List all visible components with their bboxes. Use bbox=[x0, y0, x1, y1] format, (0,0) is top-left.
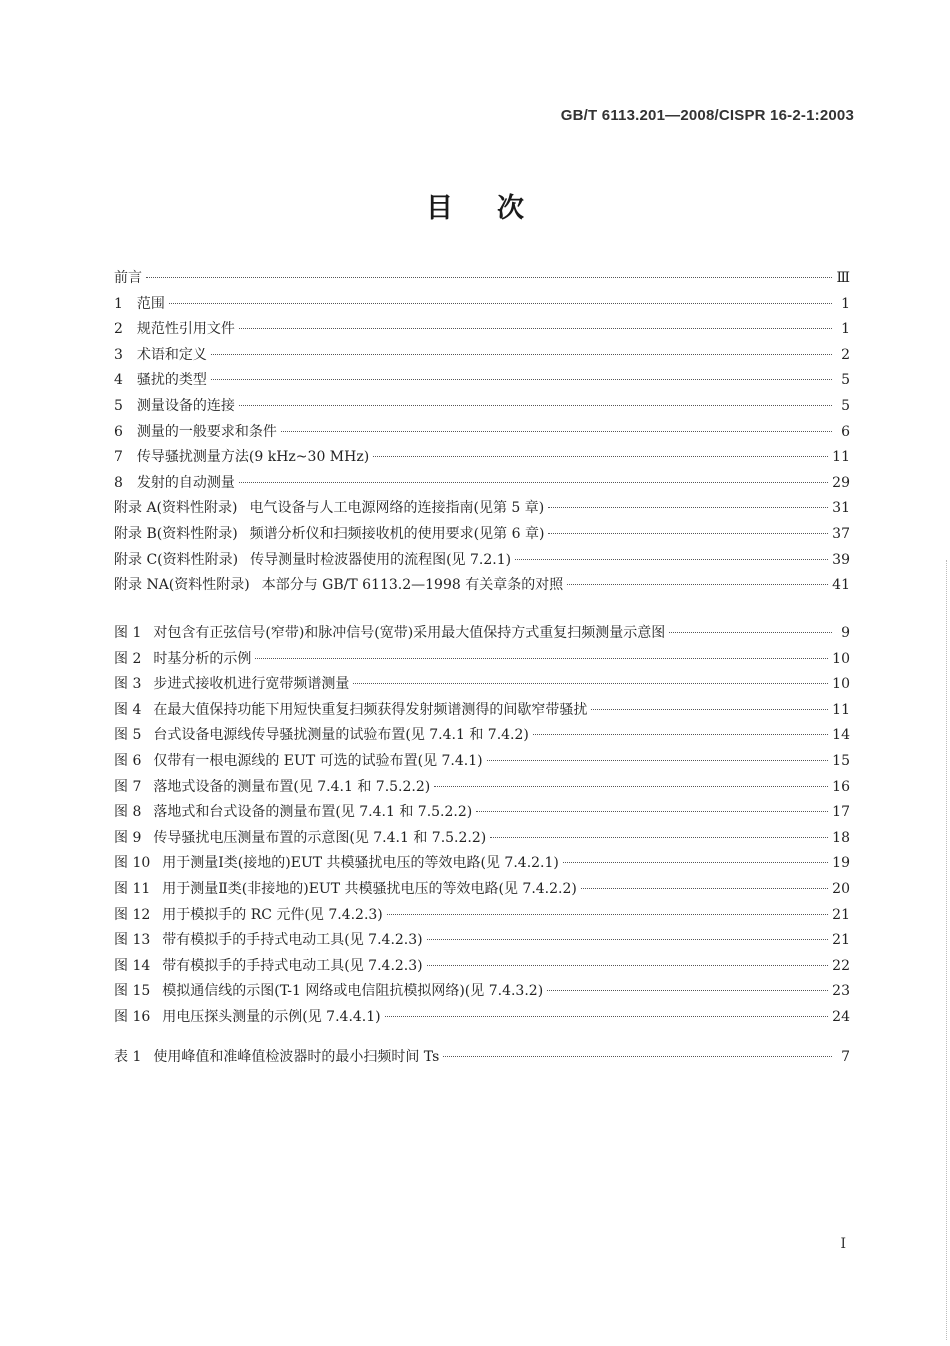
toc-figures bbox=[114, 621, 850, 1031]
toc-entry-page: 9 bbox=[841, 625, 850, 641]
dot-leader bbox=[239, 482, 828, 483]
toc-entry-number: 图 13 bbox=[114, 932, 151, 949]
toc-entry-page: 7 bbox=[841, 1049, 850, 1065]
toc-entry-label bbox=[114, 1005, 381, 1031]
toc-entry-title: 用于模拟手的 RC 元件(见 7.4.2.3) bbox=[162, 906, 383, 923]
toc-entry[interactable] bbox=[114, 647, 850, 673]
toc-entry-label bbox=[114, 1045, 439, 1071]
toc-entry-number: 表 1 bbox=[114, 1049, 142, 1065]
toc-entry[interactable] bbox=[114, 672, 850, 698]
toc-entry-page: 31 bbox=[832, 500, 850, 517]
page-number: I bbox=[840, 1236, 846, 1252]
toc-entry-label bbox=[114, 979, 543, 1005]
toc-entry-label bbox=[114, 698, 587, 724]
toc-entry-number: 2 bbox=[114, 321, 123, 338]
dot-leader bbox=[373, 456, 828, 457]
toc-entry-label bbox=[114, 368, 207, 394]
toc-entry-label bbox=[114, 471, 235, 497]
toc-entry-title: 规范性引用文件 bbox=[136, 321, 235, 338]
toc-entry-title: 带有模拟手的手持式电动工具(见 7.4.2.3) bbox=[162, 932, 423, 949]
toc-entry[interactable] bbox=[114, 928, 850, 954]
toc-entry-number: 图 8 bbox=[114, 804, 142, 821]
toc-entry[interactable] bbox=[114, 1005, 850, 1031]
dot-leader bbox=[427, 965, 829, 966]
toc-entry-title: 前言 bbox=[114, 270, 142, 286]
dot-leader bbox=[281, 431, 832, 432]
dot-leader bbox=[239, 405, 832, 406]
toc-entry[interactable] bbox=[114, 471, 850, 497]
toc-entry-title: 时基分析的示例 bbox=[153, 650, 252, 667]
toc-entry-title: 用于测量Ⅱ类(非接地的)EUT 共模骚扰电压的等效电路(见 7.4.2.2) bbox=[162, 880, 577, 897]
toc-entry-page: 19 bbox=[832, 855, 850, 872]
toc-entry[interactable] bbox=[114, 749, 850, 775]
toc-entry[interactable] bbox=[114, 954, 850, 980]
toc-entry-number: 6 bbox=[114, 423, 123, 440]
toc-entry[interactable] bbox=[114, 979, 850, 1005]
toc-entry-title: 频谱分析仪和扫频接收机的使用要求(见第 6 章) bbox=[249, 525, 545, 542]
toc-entry-label bbox=[114, 317, 235, 343]
toc-entry-page: 11 bbox=[832, 701, 850, 718]
toc-entry-label bbox=[114, 723, 529, 749]
toc-entry-title: 传导骚扰电压测量布置的示意图(见 7.4.1 和 7.5.2.2) bbox=[153, 829, 487, 846]
toc-entry-number: 图 4 bbox=[114, 701, 142, 718]
dot-leader bbox=[211, 379, 832, 380]
dot-leader bbox=[490, 837, 828, 838]
toc-entry[interactable] bbox=[114, 522, 850, 548]
toc-entry-page: 15 bbox=[832, 752, 850, 769]
toc-entry-page: 21 bbox=[832, 906, 850, 923]
toc-entry-title: 使用峰值和准峰值检波器时的最小扫频时间 Ts bbox=[153, 1049, 440, 1065]
toc-entry[interactable] bbox=[114, 903, 850, 929]
dot-leader bbox=[385, 1016, 829, 1017]
dot-leader bbox=[548, 533, 828, 534]
toc-sections bbox=[114, 266, 850, 599]
toc-entry[interactable] bbox=[114, 368, 850, 394]
toc-entry-label bbox=[114, 775, 430, 801]
toc-entry-number: 图 5 bbox=[114, 727, 142, 744]
toc-entry-label bbox=[114, 522, 544, 548]
toc-entry-page: 6 bbox=[841, 423, 850, 440]
toc-entry-title: 落地式和台式设备的测量布置(见 7.4.1 和 7.5.2.2) bbox=[153, 804, 473, 821]
toc-entry-page: 5 bbox=[841, 372, 850, 389]
dot-leader bbox=[169, 303, 832, 304]
toc-entry-number: 3 bbox=[114, 346, 123, 363]
toc-entry[interactable] bbox=[114, 548, 850, 574]
toc-entry-label bbox=[114, 749, 483, 775]
toc-entry-title: 步进式接收机进行宽带频谱测量 bbox=[153, 676, 350, 693]
toc-entry[interactable] bbox=[114, 826, 850, 852]
toc-entry-label bbox=[114, 826, 486, 852]
dot-leader bbox=[548, 507, 828, 508]
toc-entry[interactable] bbox=[114, 698, 850, 724]
toc-entry-label bbox=[114, 266, 142, 292]
toc-entry-label bbox=[114, 647, 251, 673]
toc-entry-label bbox=[114, 420, 277, 446]
toc-entry-number: 图 7 bbox=[114, 778, 142, 795]
toc-entry-page: 1 bbox=[841, 295, 850, 312]
toc-entry[interactable] bbox=[114, 266, 850, 292]
toc-entry-page: 22 bbox=[832, 957, 850, 974]
toc-entry-page: 10 bbox=[832, 676, 850, 693]
toc-entry-number: 图 16 bbox=[114, 1008, 151, 1025]
toc-entry-page: 21 bbox=[832, 932, 850, 949]
toc-entry-page: 1 bbox=[841, 321, 850, 338]
toc-entry-title: 范围 bbox=[136, 295, 165, 312]
dot-leader bbox=[387, 914, 828, 915]
toc-entry[interactable] bbox=[114, 420, 850, 446]
toc-entry-page: 14 bbox=[832, 727, 850, 744]
toc-entry-page: Ⅲ bbox=[836, 270, 850, 286]
toc-entry-title: 术语和定义 bbox=[136, 346, 207, 363]
scan-edge-mark bbox=[944, 560, 947, 1340]
toc-entry-label bbox=[114, 445, 369, 471]
toc-entry-page: 17 bbox=[832, 804, 850, 821]
dot-leader bbox=[211, 354, 832, 355]
toc-entry-page: 37 bbox=[832, 525, 850, 542]
toc-entry-label bbox=[114, 954, 423, 980]
dot-leader bbox=[487, 760, 829, 761]
toc-entry-title: 用电压探头测量的示例(见 7.4.4.1) bbox=[162, 1008, 381, 1025]
toc-entry-page: 5 bbox=[841, 397, 850, 414]
toc-entry-label bbox=[114, 851, 559, 877]
toc-entry-title: 落地式设备的测量布置(见 7.4.1 和 7.5.2.2) bbox=[153, 778, 431, 795]
toc-entry[interactable] bbox=[114, 851, 850, 877]
toc-entry-number: 5 bbox=[114, 397, 123, 414]
toc-entry-number: 附录 A(资料性附录) bbox=[114, 500, 238, 517]
toc-entry-page: 23 bbox=[832, 983, 850, 1000]
dot-leader bbox=[547, 990, 828, 991]
toc-entry[interactable] bbox=[114, 292, 850, 318]
toc-entry-title: 对包含有正弦信号(窄带)和脉冲信号(宽带)采用最大值保持方式重复扫频测量示意图 bbox=[153, 625, 666, 641]
toc-entry[interactable] bbox=[114, 877, 850, 903]
toc-entry-number: 图 3 bbox=[114, 676, 142, 693]
dot-leader bbox=[515, 559, 828, 560]
dot-leader bbox=[591, 709, 828, 710]
toc-entry[interactable] bbox=[114, 800, 850, 826]
toc-entry-label bbox=[114, 394, 235, 420]
toc-entry-page: 2 bbox=[841, 346, 850, 363]
toc-entry-number: 7 bbox=[114, 449, 123, 466]
toc-tables bbox=[114, 1045, 850, 1071]
toc-entry-title: 在最大值保持功能下用短快重复扫频获得发射频谱测得的间歇窄带骚扰 bbox=[153, 701, 588, 718]
toc-entry-label bbox=[114, 621, 665, 647]
dot-leader bbox=[581, 888, 828, 889]
dot-leader bbox=[567, 584, 828, 585]
toc-entry-title: 台式设备电源线传导骚扰测量的试验布置(见 7.4.1 和 7.4.2) bbox=[153, 727, 529, 744]
toc-entry[interactable] bbox=[114, 445, 850, 471]
toc-entry-number: 附录 C(资料性附录) bbox=[114, 551, 239, 568]
toc-entry-number: 附录 NA(资料性附录) bbox=[114, 577, 250, 594]
toc-entry-number: 图 11 bbox=[114, 880, 151, 897]
toc-entry-label bbox=[114, 928, 423, 954]
toc-entry[interactable] bbox=[114, 621, 850, 647]
toc-entry-label bbox=[114, 343, 207, 369]
dot-leader bbox=[533, 734, 828, 735]
toc-entry[interactable] bbox=[114, 723, 850, 749]
toc-entry-title: 带有模拟手的手持式电动工具(见 7.4.2.3) bbox=[162, 957, 423, 974]
toc-entry-label bbox=[114, 573, 563, 599]
dot-leader bbox=[239, 328, 832, 329]
toc-entry-title: 发射的自动测量 bbox=[136, 474, 235, 491]
toc-entry-number: 图 10 bbox=[114, 855, 151, 872]
toc-entry-title: 本部分与 GB/T 6113.2—1998 有关章条的对照 bbox=[261, 577, 564, 594]
toc-entry-page: 24 bbox=[832, 1008, 850, 1025]
toc-entry-page: 16 bbox=[832, 778, 850, 795]
toc-entry-page: 10 bbox=[832, 650, 850, 667]
dot-leader bbox=[353, 683, 828, 684]
toc-entry-page: 11 bbox=[832, 449, 850, 466]
toc-entry-page: 41 bbox=[832, 577, 850, 594]
toc-entry-number: 附录 B(资料性附录) bbox=[114, 525, 238, 542]
toc-entry-number: 4 bbox=[114, 372, 123, 389]
toc-entry-number: 图 14 bbox=[114, 957, 151, 974]
toc-entry-title: 用于测量Ⅰ类(接地的)EUT 共模骚扰电压的等效电路(见 7.4.2.1) bbox=[162, 855, 559, 872]
toc-entry-label bbox=[114, 292, 165, 318]
toc-entry-number: 图 2 bbox=[114, 650, 142, 667]
toc-entry-label bbox=[114, 496, 544, 522]
dot-leader bbox=[255, 658, 828, 659]
toc-entry-title: 电气设备与人工电源网络的连接指南(见第 5 章) bbox=[249, 500, 545, 517]
toc-entry-number: 8 bbox=[114, 474, 123, 491]
toc-entry[interactable] bbox=[114, 394, 850, 420]
toc-entry-label bbox=[114, 903, 383, 929]
dot-leader bbox=[146, 277, 832, 278]
toc-entry-title: 仅带有一根电源线的 EUT 可选的试验布置(见 7.4.1) bbox=[153, 752, 483, 769]
toc-entry[interactable] bbox=[114, 496, 850, 522]
dot-leader bbox=[669, 632, 832, 633]
toc-entry-number: 图 1 bbox=[114, 625, 142, 641]
toc-entry-label bbox=[114, 877, 577, 903]
toc-entry-title: 传导测量时检波器使用的流程图(见 7.2.1) bbox=[250, 551, 512, 568]
toc-entry-label bbox=[114, 548, 511, 574]
toc-entry-title: 模拟通信线的示图(T-1 网络或电信阻抗模拟网络)(见 7.4.3.2) bbox=[162, 983, 544, 1000]
toc-entry-page: 29 bbox=[832, 474, 850, 491]
toc-entry-page: 20 bbox=[832, 880, 850, 897]
toc-entry-number: 图 12 bbox=[114, 906, 151, 923]
toc-entry-number: 图 6 bbox=[114, 752, 142, 769]
toc-entry-title: 测量设备的连接 bbox=[136, 397, 235, 414]
toc-entry-label bbox=[114, 672, 349, 698]
toc-entry[interactable] bbox=[114, 1045, 850, 1071]
dot-leader bbox=[476, 811, 828, 812]
toc-entry[interactable] bbox=[114, 573, 850, 599]
dot-leader bbox=[427, 939, 829, 940]
toc-entry[interactable] bbox=[114, 775, 850, 801]
toc-entry-number: 1 bbox=[114, 295, 123, 312]
toc-entry[interactable] bbox=[114, 343, 850, 369]
dot-leader bbox=[563, 862, 828, 863]
dot-leader bbox=[443, 1056, 832, 1057]
toc-entry-title: 传导骚扰测量方法(9 kHz~30 MHz) bbox=[136, 449, 370, 466]
toc-entry-number: 图 15 bbox=[114, 983, 151, 1000]
standard-number: GB/T 6113.201—2008/CISPR 16-2-1:2003 bbox=[560, 107, 854, 124]
toc-entry-page: 39 bbox=[832, 551, 850, 568]
toc-entry-title: 测量的一般要求和条件 bbox=[136, 423, 277, 440]
toc-entry-number: 图 9 bbox=[114, 829, 142, 846]
toc-entry[interactable] bbox=[114, 317, 850, 343]
toc-entry-label bbox=[114, 800, 472, 826]
page-title: 目次 bbox=[426, 193, 568, 224]
toc-entry-title: 骚扰的类型 bbox=[136, 372, 207, 389]
dot-leader bbox=[434, 786, 828, 787]
toc-entry-page: 18 bbox=[832, 829, 850, 846]
